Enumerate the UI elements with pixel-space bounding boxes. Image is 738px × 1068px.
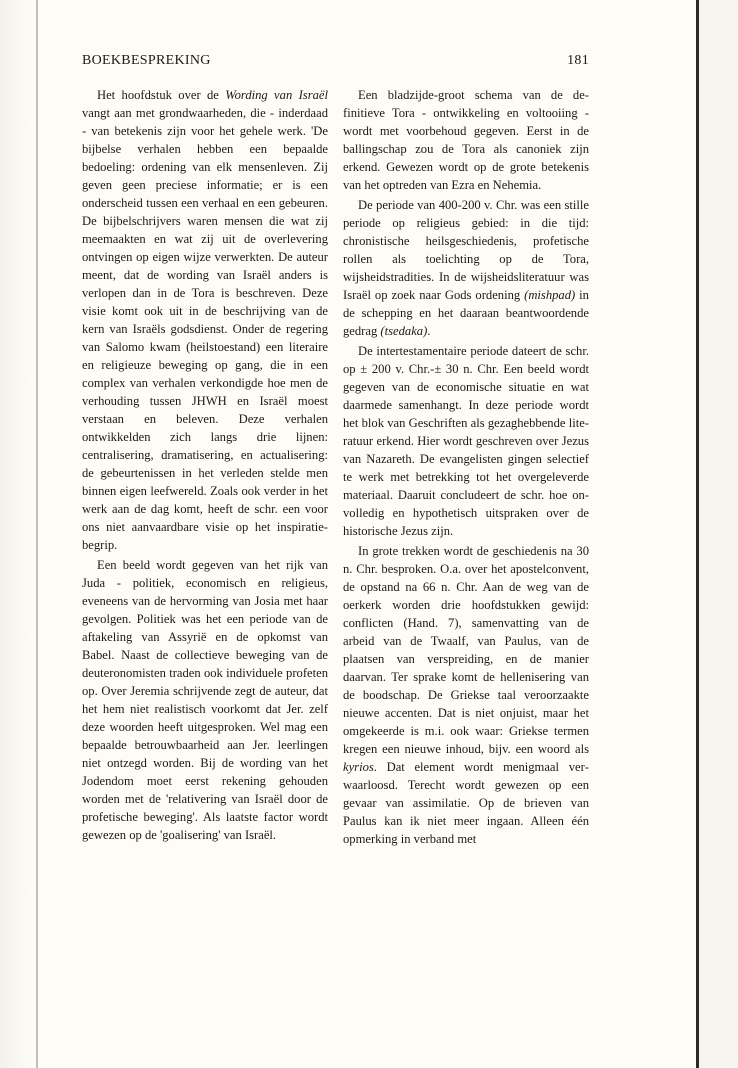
right-column: [343, 86, 589, 848]
term-italic: (tsedaka): [380, 324, 428, 338]
paragraph-text: . Dat element wordt menigmaal verwaarloosd. Terecht wordt gewezen op een gevaar van assimilatie. Op de brieven van Paulus kan ik niet meer ingaan. Alleen één opmerking in verband met: [343, 760, 589, 846]
term-italic: kyrios: [343, 760, 374, 774]
left-page-edge: [0, 0, 40, 1068]
term-italic: (mishpad): [524, 288, 576, 302]
paragraph-text: In grote trekken wordt de geschiedenis na 30 n. Chr. besproken. O.a. over het apostelconvent, de opstand na 66 n. Chr. Aan de weg van de oerkerk worden drie hoofdstukken gewijd: conflicten (Hand. 7), samenvatting van de arbeid van de Twaalf, van Paulus, van de plaatsen van verspreiding, en de manier daarvan. Ter sprake komt de hellenisering van de boodschap. De Griekse taal veroorzaakte nieuwe accenten. Dat is niet onjuist, maar het omgekeerde is m.i. ook waar: Griekse termen kregen een nieuwe inhoud, bijv. een woord als: [343, 544, 589, 756]
paragraph: [343, 542, 589, 848]
book-title-italic: Wording van Israël: [225, 88, 328, 102]
right-binding-line: [696, 0, 699, 1068]
left-gutter-line: [36, 0, 38, 1068]
paragraph-text: Een beeld wordt gegeven van het rijk van Juda - politiek, economisch en religieus, eveneens van de hervorming van Josia met haar gevolgen. Politiek was het een periode van de aftakeling van Assyrië en de opkomst van Babel. Naast de collectieve beweging van de deuteronomisten traden ook individuele profeten op. Over Jeremia schrijvende zegt de auteur, dat het hem niet realistisch voorkomt dat Jer. zelf deze woorden heeft uitgesproken. Wel mag een bepaalde betrouwbaarheid aan Jer. leerlingen niet ontzegd worden. Bij de wording van het Jodendom moet eerst rekening gehouden worden met de 'relativering van Israël door de profetische beweging'. Als laatste factor wordt gewezen op de 'goalisering' van Israël.: [82, 558, 328, 842]
paragraph-text: .: [427, 324, 431, 338]
paragraph-text: De intertestamentaire periode dateert de schr. op ± 200 v. Chr.-± 30 n. Chr. Een beeld wordt gegeven van de economische situatie en wat daarmede samenhangt. In deze periode wordt het blok van Geschriften als gezaghebbende literatuur erkend. Hier wordt geschreven over Jezus van Nazareth. De evangelisten gingen selectief te werk met betrekking tot het overgeleverde materiaal. Daaruit concludeert de schr. hoe onvolledig en hypothetisch uitspraken over de historische Jezus zijn.: [343, 344, 589, 538]
paragraph: [343, 196, 589, 340]
paragraph-text: in de schepping en het daaraan beantwoordende gedrag: [343, 288, 589, 338]
paragraph-text: Het hoofdstuk over de: [97, 88, 226, 102]
paragraph: [343, 86, 589, 194]
paragraph: [343, 342, 589, 540]
paragraph-text: De periode van 400-200 v. Chr. was een stille periode op religieus gebied: in die tijd: chronistische heilsgeschiedenis, profetische rollen als toelichting op de Tora, wijsheidstradities. In de wijsheidsliteratuur was Israël op zoek naar Gods ordening: [343, 198, 589, 302]
right-page-edge: [696, 0, 738, 1068]
paragraph: [82, 556, 328, 844]
running-head: BOEKBESPREKING: [82, 53, 211, 68]
left-column: [82, 86, 328, 844]
paragraph-text: Een bladzijde-groot schema van de definitieve Tora - ontwikkeling en voltooiing - wordt met voorbehoud gegeven. Eerst in de ballingschap zou de Tora als canoniek zijn erkend. Gewezen wordt op de grote betekenis van het optreden van Ezra en Nehemia.: [343, 88, 589, 192]
page-number: 181: [567, 53, 589, 68]
paragraph: [82, 86, 328, 554]
paragraph-text: vangt aan met grondwaarheden, die - inderdaad - van betekenis zijn voor het gehele werk. 'De bijbelse verhalen hebben een bepaalde bedoeling: ordening van elk mensenleven. Zij geven geen preciese informatie; er is een onderscheid tussen een verhaal en een gebeuren. De bijbelschrijvers waren mensen die wat zij meemaakten en wat zij uit de overlevering ontvingen op eigen wijze verwerkten. De auteur meent, dat de wording van Israël anders is verlopen dan in de Tora is beschreven. Deze visie komt ook uit in de beschrijving van de kern van Israëls godsdienst. Onder de regering van Salomo kwam (heilstoestand) een literaire en religieuze beweging op gang, die in een complex van verhalen verkondigde hoe men de verhouding tussen JHWH en Israël moest verstaan en beleven. Deze verhalen ontwikkelden zich langs drie lijnen: centralisering, dramatisering, en actualisering: de gebeurtenissen in het verleden stelde men binnen eigen leefwereld. Zoals ook verder in het werk aan de dag komt, heeft de schr. een voor ons niet aanvaardbare visie op het inspiratie-begrip.: [82, 106, 328, 552]
